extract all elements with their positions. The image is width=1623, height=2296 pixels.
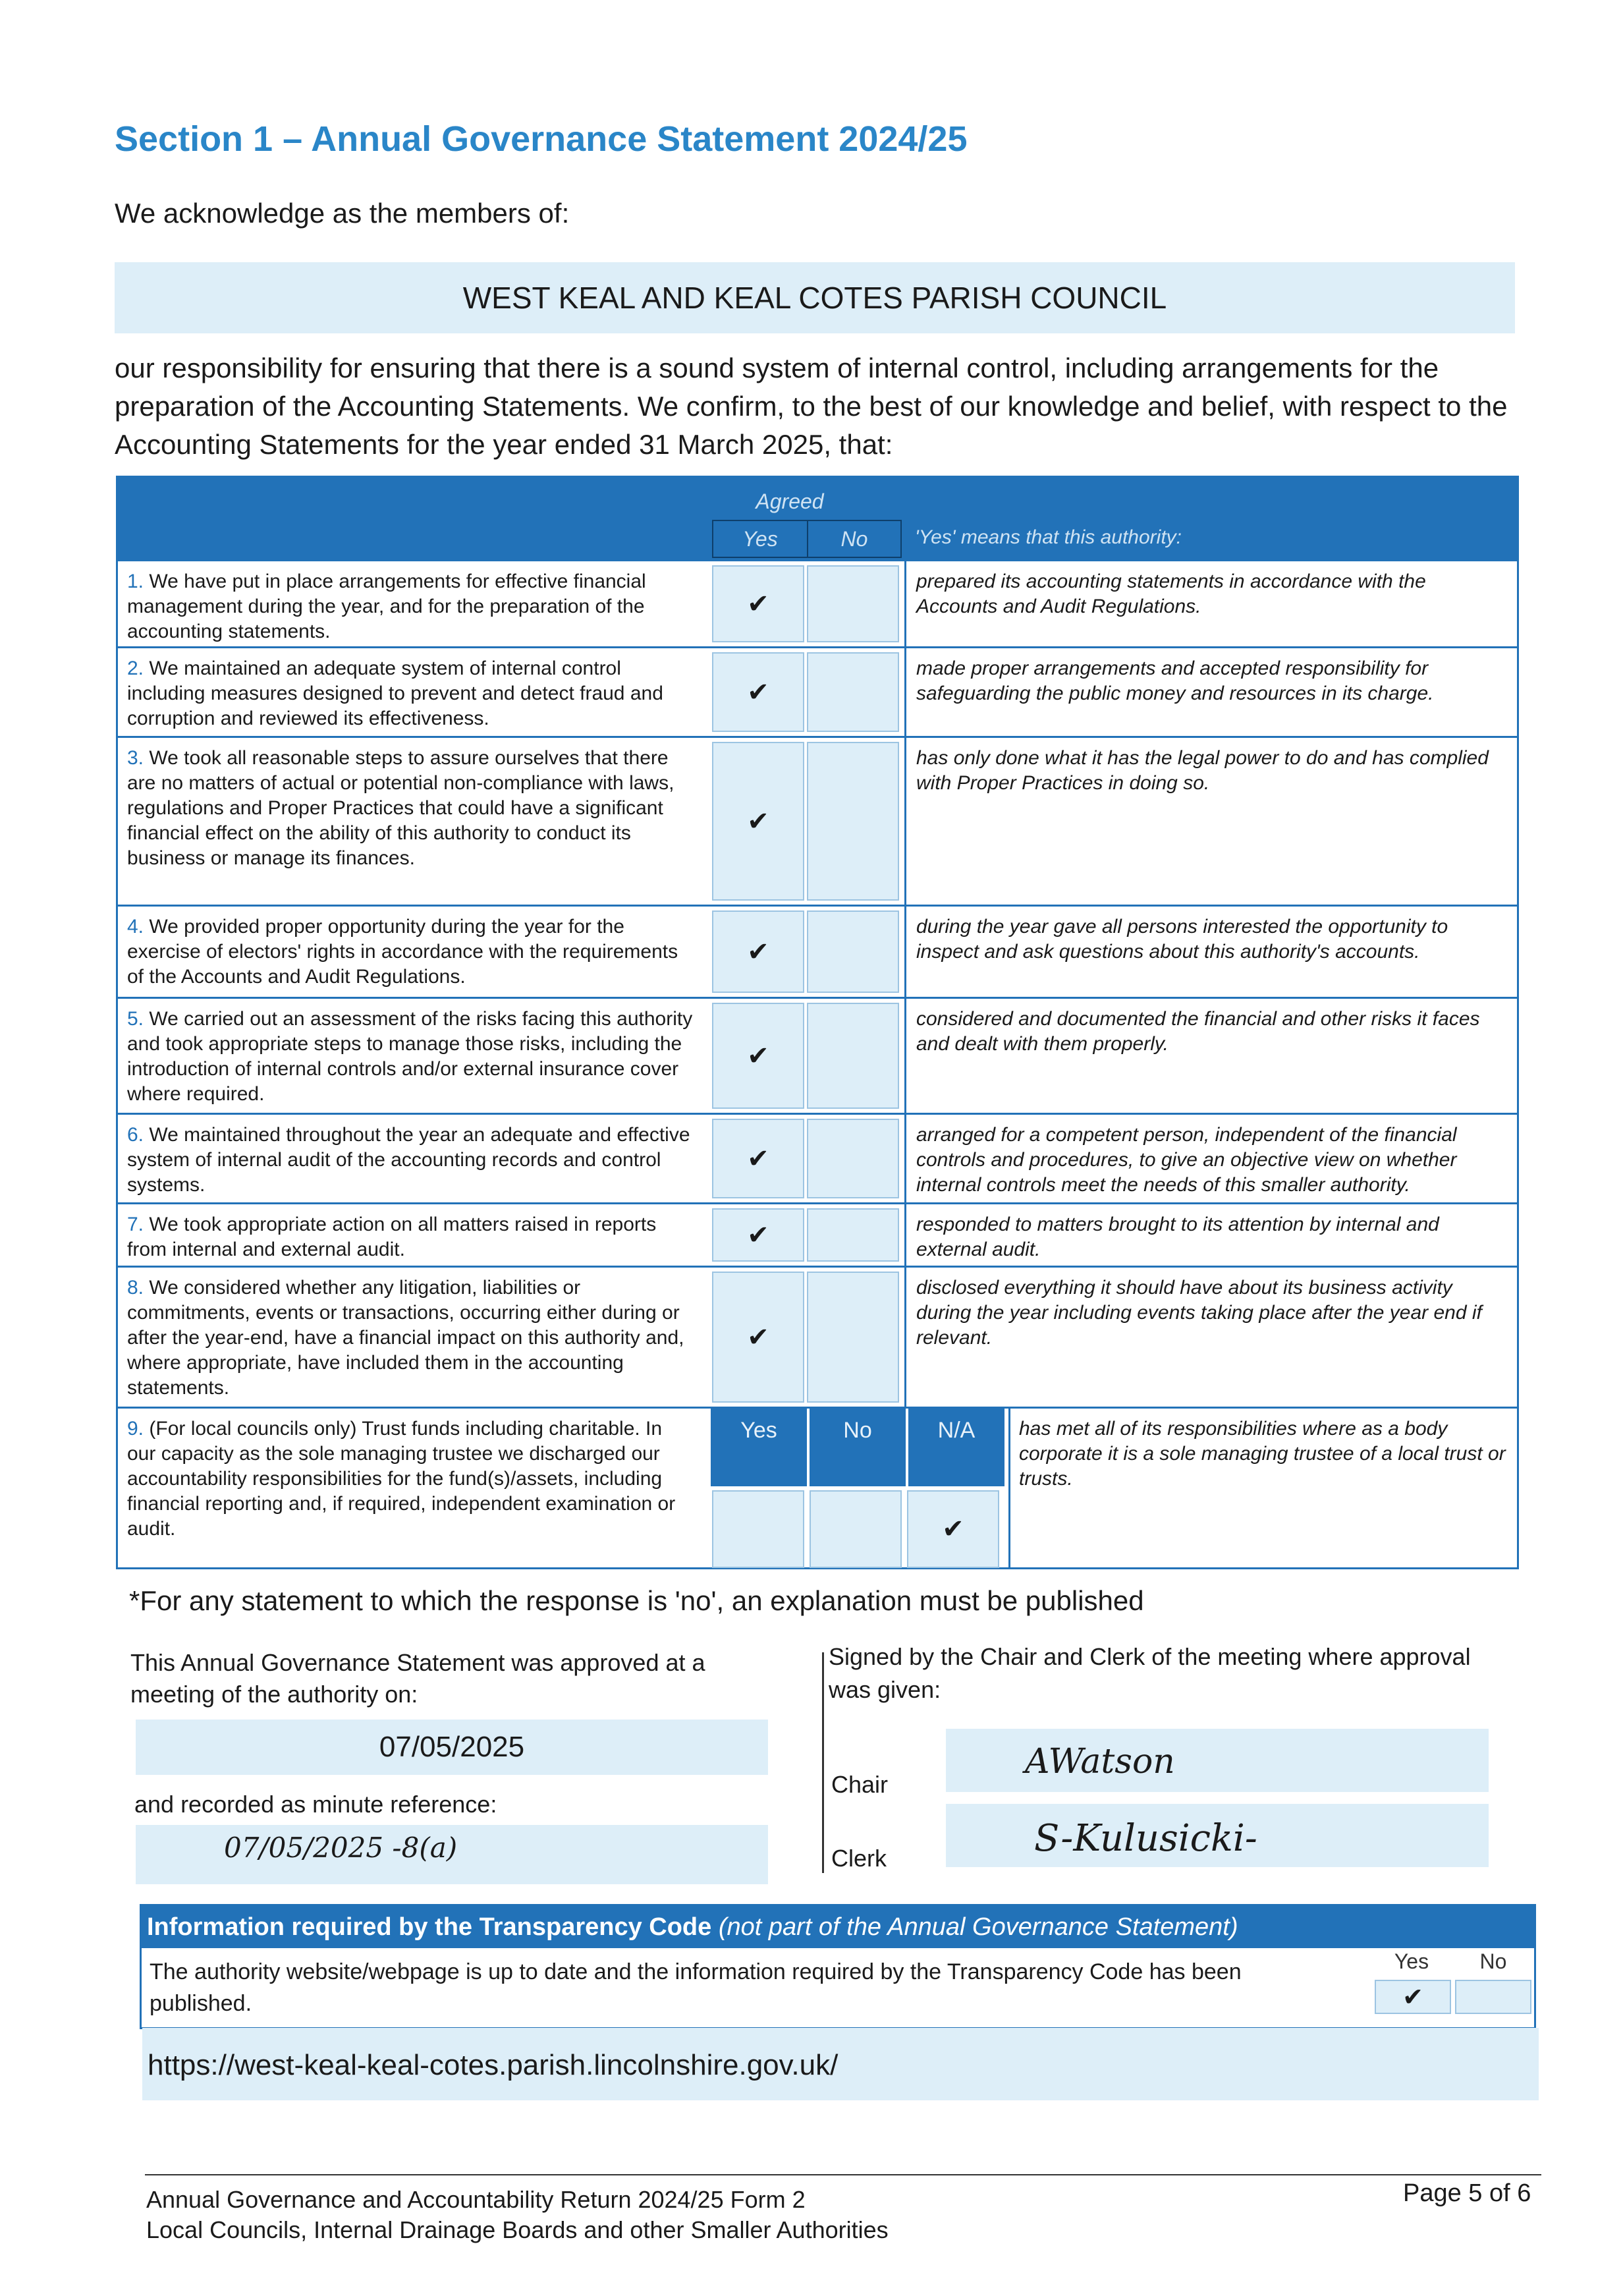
tc-yes-header: Yes — [1394, 1949, 1429, 1973]
statement-number: 4. — [127, 916, 144, 938]
statement-body: (For local councils only) Trust funds including charitable. In our capacity as the sole managing trustee we discharged our accountability responsibilities for the fund(s)/assets, including financial reporting and, if required, independent examination or audit. — [127, 1418, 676, 1540]
statement-body: We have put in place arrangements for effective financial management during the year, and for the preparation of the accounting statements. — [127, 571, 646, 642]
means-text: disclosed everything it should have about its business activity during the year including events taking place after the year end if relevant. — [916, 1277, 1482, 1349]
yes-checkbox[interactable]: ✔ — [712, 652, 804, 732]
yes-header: Yes — [712, 520, 808, 558]
statement-text — [127, 914, 694, 990]
chair-signature: AWatson — [1025, 1742, 1175, 1781]
statement-body: We maintained throughout the year an adequate and effective system of internal audit of the accounting records and control systems. — [127, 1124, 690, 1196]
governance-table — [116, 476, 1519, 1569]
table-row — [118, 736, 1517, 905]
na-header-row9: N/A — [908, 1409, 1004, 1486]
tc-no-checkbox[interactable] — [1455, 1980, 1531, 2014]
divider — [904, 999, 906, 1113]
table-row — [118, 905, 1517, 997]
minute-label: and recorded as minute reference: — [134, 1791, 497, 1818]
means-text: prepared its accounting statements in accordance with the Accounts and Audit Regulations. — [916, 571, 1426, 617]
statement-body: We maintained an adequate system of internal control including measures designed to prevent and detect fraud and corruption and reviewed its effectiveness. — [127, 658, 663, 729]
no-checkbox[interactable] — [807, 1119, 899, 1198]
statement-number: 7. — [127, 1214, 144, 1235]
yes-checkbox[interactable]: ✔ — [712, 1208, 804, 1262]
signature-divider — [822, 1652, 824, 1873]
footnote: *For any statement to which the response is 'no', an explanation must be published — [129, 1585, 1144, 1616]
means-text: considered and documented the financial and other risks it faces and dealt with them properly. — [916, 1008, 1480, 1055]
no-checkbox[interactable] — [807, 652, 899, 732]
yes-checkbox[interactable]: ✔ — [712, 1272, 804, 1403]
statement-text — [127, 1275, 694, 1401]
divider — [904, 1115, 906, 1202]
statement-number: 6. — [127, 1124, 144, 1146]
table-row — [118, 997, 1517, 1113]
intro-text: We acknowledge as the members of: — [115, 198, 570, 229]
website-url: https://west-keal-keal-cotes.parish.lincolnshire.gov.uk/ — [148, 2049, 839, 2081]
statement-text — [127, 656, 694, 731]
minute-reference: 07/05/2025 -8(a) — [224, 1832, 458, 1864]
yes-checkbox[interactable]: ✔ — [712, 1003, 804, 1109]
no-checkbox[interactable] — [807, 1272, 899, 1403]
chair-label: Chair — [831, 1771, 889, 1798]
statement-text — [127, 1416, 694, 1542]
footer-line-2: Local Councils, Internal Drainage Boards and other Smaller Authorities — [146, 2216, 889, 2243]
transparency-heading — [142, 1906, 1534, 1948]
transparency-code-box — [140, 1904, 1536, 2029]
yes-checkbox[interactable] — [712, 1490, 804, 1568]
yes-checkbox[interactable]: ✔ — [712, 910, 804, 993]
statement-number: 1. — [127, 571, 144, 592]
table-row — [118, 1113, 1517, 1202]
no-checkbox[interactable] — [807, 742, 899, 901]
clerk-label: Clerk — [831, 1845, 887, 1872]
means-text: made proper arrangements and accepted responsibility for safeguarding the public money and resources in its charge. — [916, 658, 1434, 704]
transparency-heading-bold: Information required by the Transparency Code — [147, 1913, 712, 1941]
table-row — [118, 1202, 1517, 1266]
divider — [904, 648, 906, 736]
table-row — [118, 1266, 1517, 1407]
statement-number: 3. — [127, 747, 144, 769]
tc-yes-checkbox[interactable]: ✔ — [1375, 1980, 1451, 2014]
statement-number: 8. — [127, 1277, 144, 1299]
tc-no-header: No — [1479, 1949, 1507, 1973]
footer-rule — [145, 2174, 1541, 2175]
statement-text — [127, 1212, 694, 1262]
meeting-date: 07/05/2025 — [379, 1731, 525, 1763]
yes-checkbox[interactable]: ✔ — [712, 565, 804, 642]
means-text: has met all of its responsibilities where as a body corporate it is a sole managing trustee of a local trust or trusts. — [1019, 1418, 1506, 1490]
table-row — [118, 559, 1517, 646]
yes-checkbox[interactable]: ✔ — [712, 742, 804, 901]
page-number: Page 5 of 6 — [1403, 2179, 1531, 2207]
means-text: responded to matters brought to its attention by internal and external audit. — [916, 1214, 1439, 1260]
transparency-heading-italic: (not part of the Annual Governance Statement) — [718, 1913, 1238, 1941]
table-header — [118, 478, 1517, 559]
statement-body: We provided proper opportunity during the year for the exercise of electors' rights in accordance with the requirements of the Accounts and Audit Regulations. — [127, 916, 678, 988]
divider — [904, 1204, 906, 1266]
table-row — [118, 646, 1517, 736]
clerk-signature: S-Kulusicki- — [1034, 1817, 1257, 1860]
means-header: 'Yes' means that this authority: — [915, 526, 1182, 548]
no-checkbox[interactable] — [807, 1003, 899, 1109]
section-title: Section 1 – Annual Governance Statement 2024/25 — [115, 119, 968, 159]
statement-number: 5. — [127, 1008, 144, 1030]
divider — [904, 1268, 906, 1407]
na-checkbox[interactable]: ✔ — [907, 1490, 999, 1568]
no-header: No — [807, 520, 902, 558]
approved-text: This Annual Governance Statement was approved at a meeting of the authority on: — [130, 1649, 705, 1708]
agreed-header: Agreed — [756, 490, 824, 513]
no-checkbox[interactable] — [807, 910, 899, 993]
statement-text — [127, 746, 694, 871]
means-text: arranged for a competent person, independent of the financial controls and procedures, to give an objective view on whether internal controls meet the needs of this smaller authority. — [916, 1124, 1457, 1196]
table-row-trust-funds — [118, 1407, 1517, 1569]
yes-checkbox[interactable]: ✔ — [712, 1119, 804, 1198]
yes-header-row9: Yes — [711, 1409, 807, 1486]
statement-body: We considered whether any litigation, liabilities or commitments, events or transactions, occurring either during or after the year-end, have a financial impact on this authority and, where appropriate, have included them in the accounting statements. — [127, 1277, 684, 1399]
statement-text — [127, 569, 694, 644]
transparency-text: The authority website/webpage is up to date and the information required by the Transparency Code has been published. — [150, 1959, 1242, 2016]
no-checkbox[interactable] — [810, 1490, 902, 1568]
means-text: during the year gave all persons interested the opportunity to inspect and ask questions about this authority's accounts. — [916, 916, 1448, 963]
statement-body: We took all reasonable steps to assure ourselves that there are no matters of actual or potential non-compliance with laws, regulations and Proper Practices that could have a significant financial effect on the ability of this authority to conduct its business or manage its finances. — [127, 747, 674, 869]
means-text: has only done what it has the legal power to do and has complied with Proper Practices in doing so. — [916, 747, 1489, 794]
divider — [904, 907, 906, 997]
no-header-row9: No — [810, 1409, 906, 1486]
divider — [1008, 1409, 1010, 1569]
responsibility-paragraph: our responsibility for ensuring that there is a sound system of internal control, including arrangements for the preparation of the Accounting Statements. We confirm, to the best of our knowledge and belief, with respect to the Accounting Statements for the year ended 31 March 2025, that: — [115, 352, 1508, 460]
divider — [904, 561, 906, 646]
statement-text — [127, 1123, 694, 1198]
statement-text — [127, 1007, 694, 1107]
statement-body: We took appropriate action on all matters raised in reports from internal and external audit. — [127, 1214, 657, 1260]
footer-line-1: Annual Governance and Accountability Return 2024/25 Form 2 — [146, 2186, 806, 2213]
council-name: WEST KEAL AND KEAL COTES PARISH COUNCIL — [462, 281, 1167, 315]
signed-text: Signed by the Chair and Clerk of the meeting where approval was given: — [829, 1643, 1471, 1703]
statement-body: We carried out an assessment of the risks facing this authority and took appropriate steps to manage those risks, including the introduction of internal controls and/or external insurance cover where required. — [127, 1008, 693, 1105]
no-checkbox[interactable] — [807, 565, 899, 642]
no-checkbox[interactable] — [807, 1208, 899, 1262]
statement-number: 9. — [127, 1418, 144, 1440]
divider — [904, 738, 906, 905]
statement-number: 2. — [127, 658, 144, 679]
